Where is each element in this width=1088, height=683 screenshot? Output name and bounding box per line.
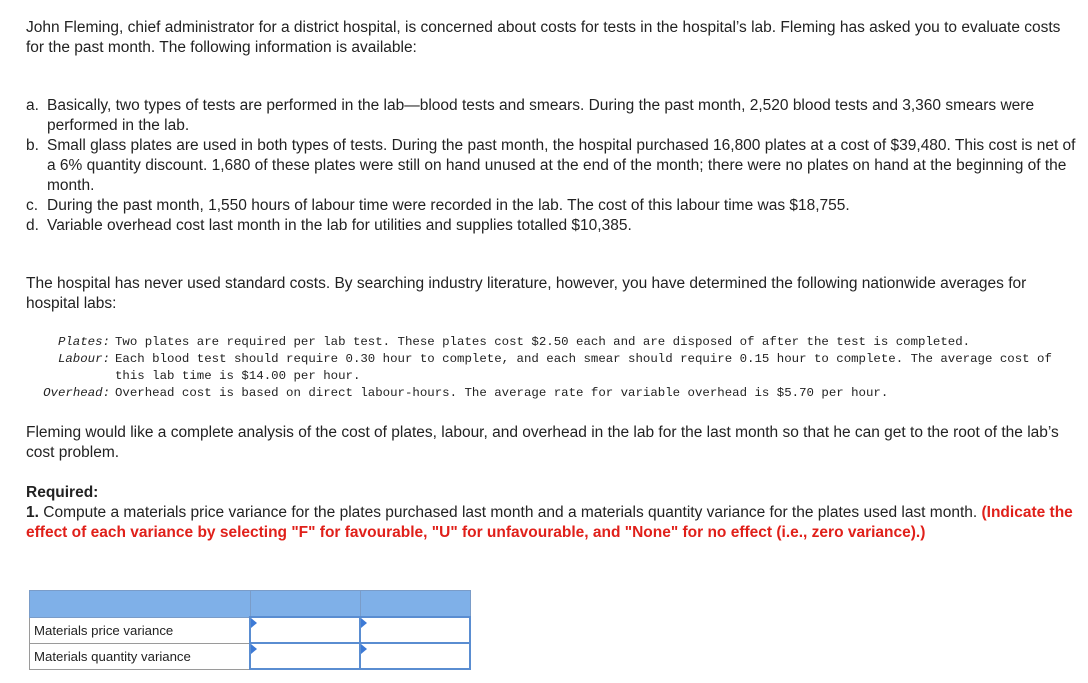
table-row (30, 617, 471, 643)
header-cell (360, 591, 470, 618)
answer-table-header (30, 591, 471, 618)
norm-item (26, 385, 1078, 402)
norm-item (26, 334, 1078, 351)
facts-list (26, 96, 1078, 236)
quantity-variance-effect-dropdown[interactable] (360, 643, 470, 669)
header-cell (250, 591, 360, 618)
price-variance-amount-input[interactable] (250, 617, 360, 643)
required-heading: Required: (26, 484, 99, 501)
fact-item (26, 96, 1078, 136)
row-label: Materials quantity variance (30, 643, 251, 669)
fact-text: Basically, two types of tests are performed in the lab—blood tests and smears. During the past month, 2,520 blood tests and 3,360 smears were performed in the lab. (47, 97, 1035, 134)
norm-label: Overhead: (43, 386, 110, 400)
fact-label: c. (26, 197, 39, 214)
hospital-paragraph: The hospital has never used standard costs. By searching industry literature, however, you have determined the following nationwide averages for hospital labs: (26, 275, 1027, 312)
fact-item (26, 196, 1078, 216)
norm-label: Labour: (57, 352, 110, 366)
fact-text: During the past month, 1,550 hours of labour time were recorded in the lab. The cost of this labour time was $18,755. (47, 197, 850, 214)
fact-item (26, 216, 1078, 236)
quantity-variance-amount-input[interactable] (250, 643, 360, 669)
required-text: Compute a materials price variance for the plates purchased last month and a materials quantity variance for the plates used last month. (43, 504, 978, 521)
required-body (26, 503, 1078, 543)
fact-label: a. (26, 97, 39, 114)
intro-paragraph: John Fleming, chief administrator for a district hospital, is concerned about costs for tests in the hospital’s lab. Fleming has asked you to evaluate costs for the past month. The following information is available: (26, 19, 1061, 56)
norm-label: Plates: (57, 335, 110, 349)
fact-label: b. (26, 137, 39, 154)
fact-label: d. (26, 217, 39, 234)
norm-text: Two plates are required per lab test. These plates cost $2.50 each and are disposed of after the test is completed. (115, 335, 971, 349)
fact-item (26, 136, 1078, 196)
fact-text: Variable overhead cost last month in the lab for utilities and supplies totalled $10,385. (47, 217, 632, 234)
fact-text: Small glass plates are used in both types of tests. During the past month, the hospital purchased 16,800 plates at a cost of $39,480. This cost is net of a 6% quantity discount. 1,680 of these plates were still on hand unused at the end of the month; there were no plates on hand at the beginning of the month. (47, 137, 1076, 194)
fleming-paragraph: Fleming would like a complete analysis of the cost of plates, labour, and overhead in the lab for the last month so that he can get to the root of the lab’s cost problem. (26, 424, 1059, 461)
required-section (26, 483, 1078, 543)
answer-table (29, 590, 471, 670)
norm-item (26, 351, 1078, 385)
norm-text: Overhead cost is based on direct labour-hours. The average rate for variable overhead is $5.70 per hour. (115, 386, 889, 400)
industry-norms (26, 334, 1078, 402)
norm-text: Each blood test should require 0.30 hour to complete, and each smear should require 0.15 hour to complete. The average cost of this lab time is $14.00 per hour. (115, 352, 1052, 383)
price-variance-effect-dropdown[interactable] (360, 617, 470, 643)
required-number: 1. (26, 504, 39, 521)
table-row (30, 643, 471, 669)
required-instruction: (Indicate the effect of each variance by selecting "F" for favourable, "U" for unfavourable, and "None" for no effect (i.e., zero variance).) (26, 504, 1073, 541)
row-label: Materials price variance (30, 617, 251, 643)
header-cell (30, 591, 251, 618)
